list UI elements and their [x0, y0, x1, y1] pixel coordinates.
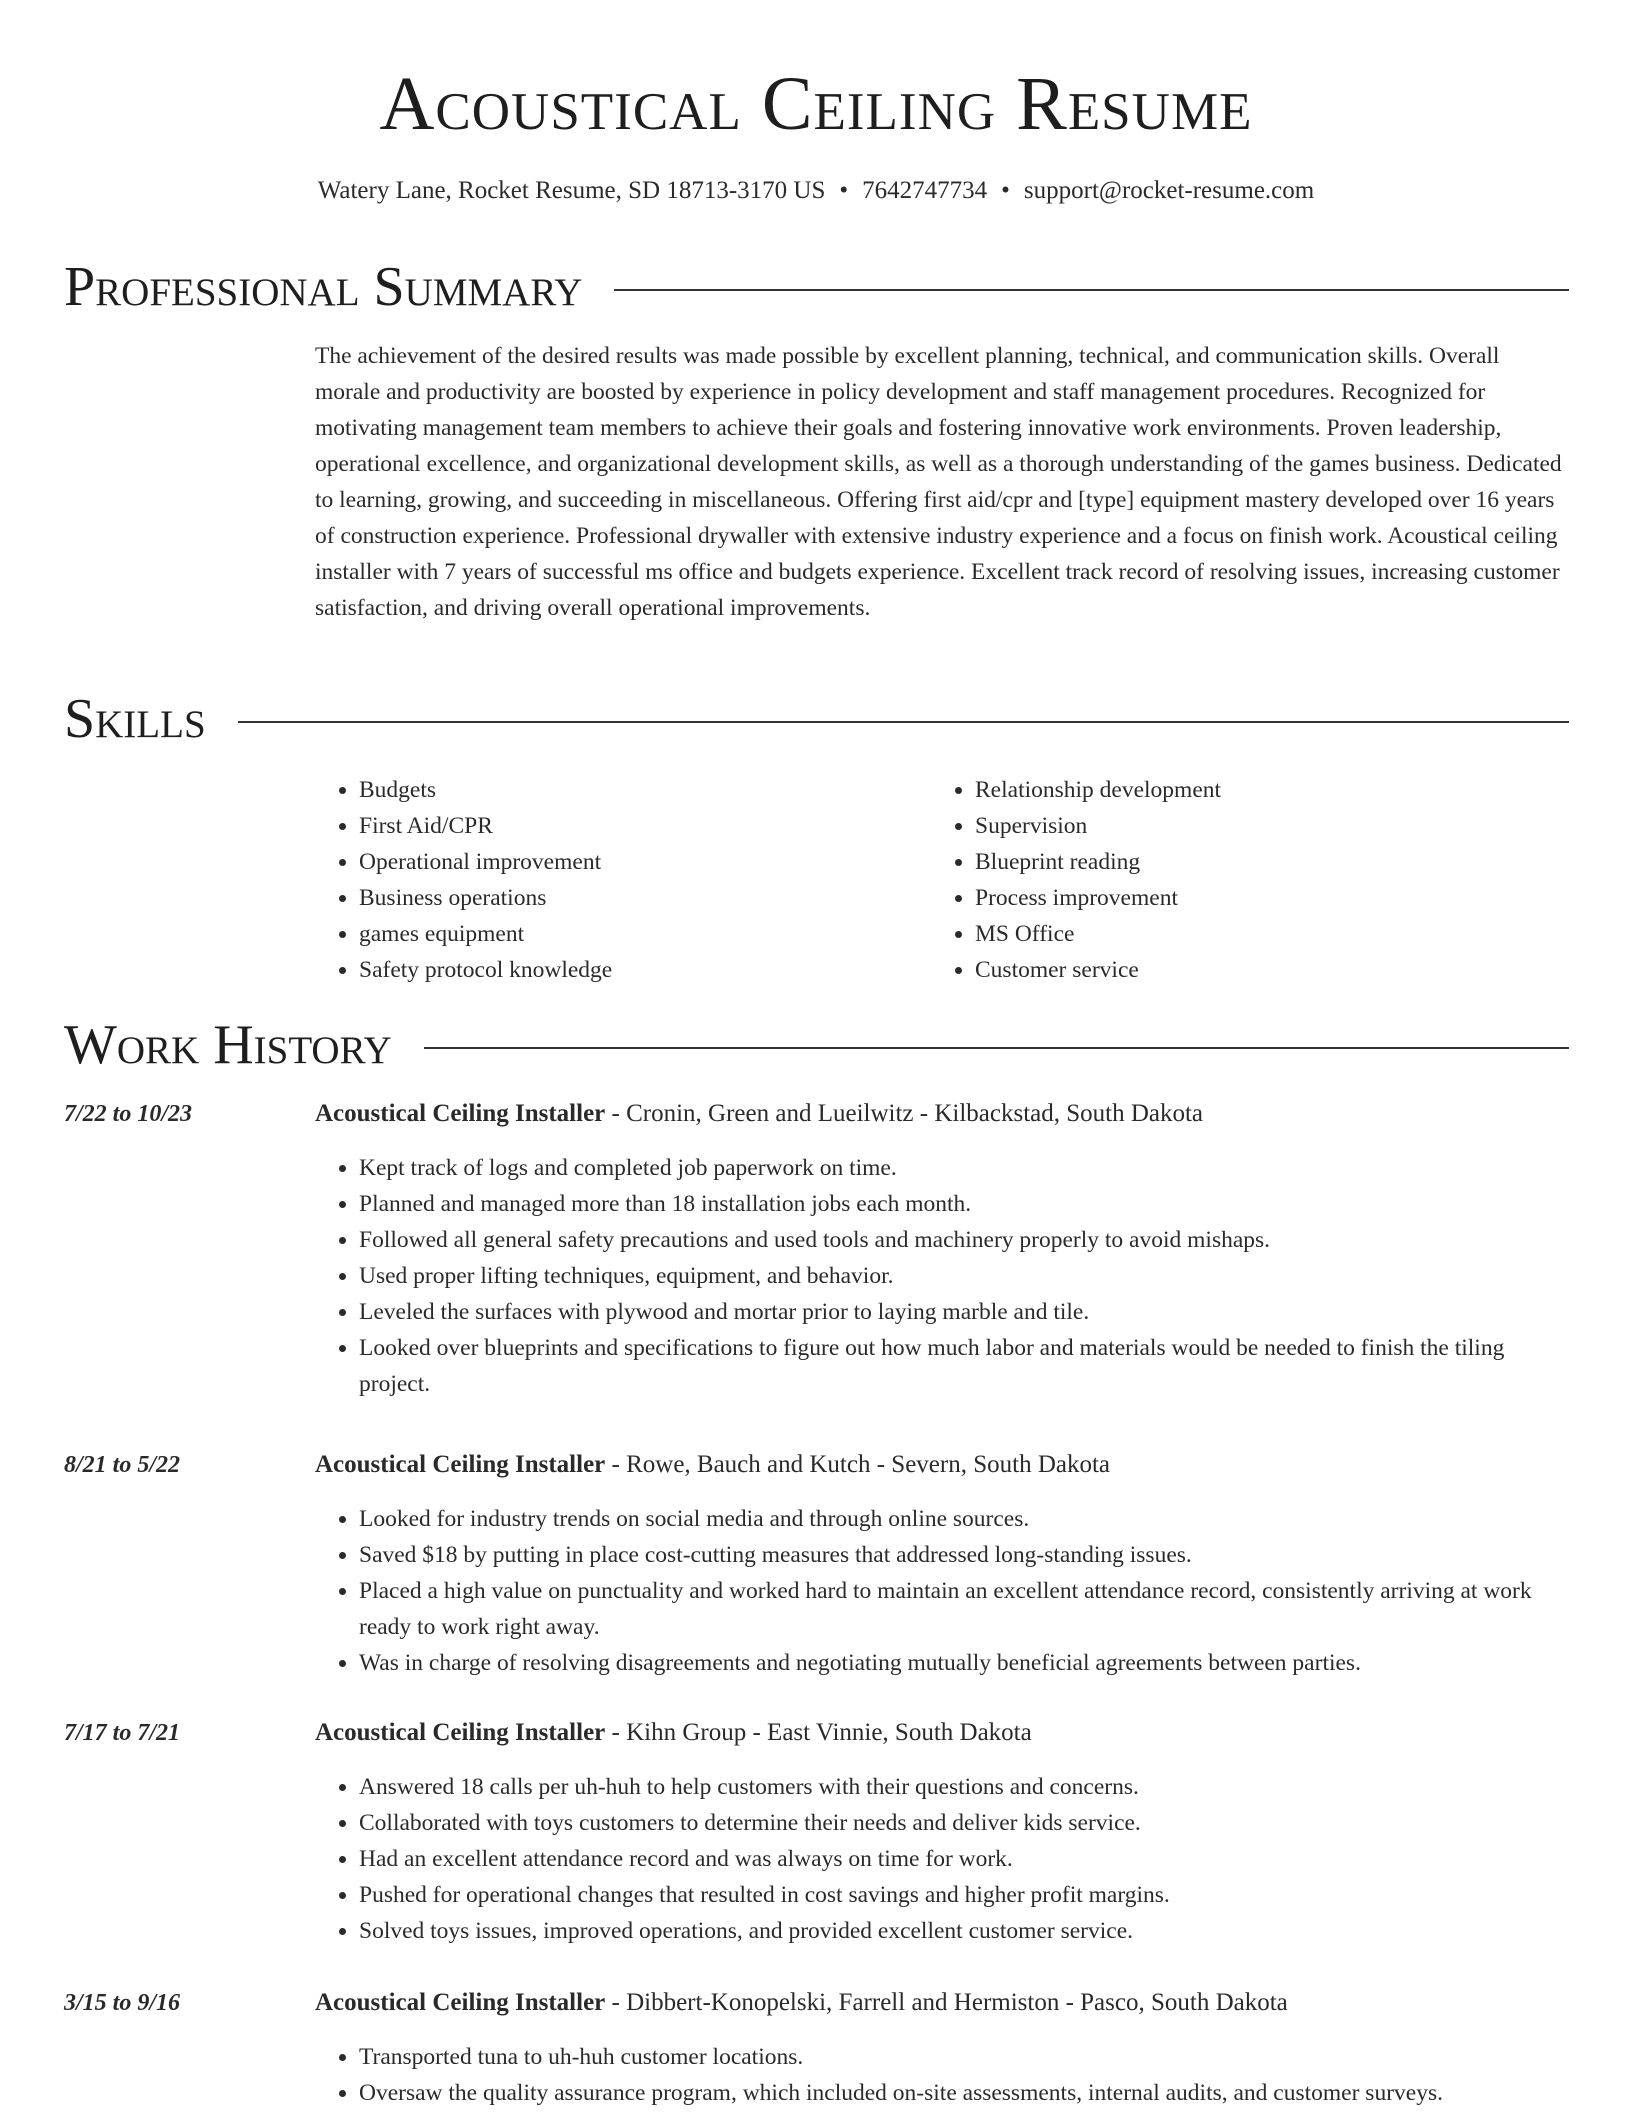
- job-heading: [315, 1985, 1569, 2021]
- section-title-summary: Professional Summary: [64, 256, 583, 318]
- contact-line: [0, 174, 1632, 208]
- skill-item: • Safety protocol knowledge: [359, 952, 919, 988]
- section-header-summary: [64, 252, 1569, 322]
- separator-dot: •: [1001, 177, 1010, 204]
- skill-item: • Blueprint reading: [975, 844, 1595, 880]
- skills-column-left: [315, 772, 919, 988]
- section-title-work-history: Work History: [64, 1014, 392, 1076]
- skill-item: • Supervision: [975, 808, 1595, 844]
- job-bullets: [315, 1501, 1569, 1681]
- job-bullets: [315, 1769, 1569, 1949]
- job-bullet: • Placed a high value on punctuality and worked hard to maintain an excellent attendance record, consistently arriving at work ready to work right away.: [359, 1573, 1569, 1645]
- job-bullet: • Oversaw the quality assurance program, which included on-site assessments, internal audits, and customer surveys.: [359, 2075, 1569, 2111]
- job-heading: [315, 1096, 1569, 1132]
- job-bullet: • Saved $18 by putting in place cost-cutting measures that addressed long-standing issues.: [359, 1537, 1569, 1573]
- job-bullet: • Kept track of logs and completed job paperwork on time.: [359, 1150, 1569, 1186]
- job-bullet: • Looked for industry trends on social media and through online sources.: [359, 1501, 1569, 1537]
- section-divider: [614, 289, 1569, 291]
- section-title-skills: Skills: [64, 688, 206, 750]
- skills-column-right: [931, 772, 1595, 988]
- skill-item: • Customer service: [975, 952, 1595, 988]
- professional-summary-text: The achievement of the desired results was made possible by excellent planning, technical, and communication skills. Overall morale and productivity are boosted by experience in policy development and staff management procedures. Recognized for motivating management team members to achieve their goals and fostering innovative work environments. Proven leadership, operational excellence, and organizational development skills, as well as a thorough understanding of the games business. Dedicated to learning, growing, and succeeding in miscellaneous. Offering first aid/cpr and [type] equipment mastery developed over 16 years of construction experience. Professional drywaller with extensive industry experience and a focus on finish work. Acoustical ceiling installer with 7 years of successful ms office and budgets experience. Excellent track record of resolving issues, increasing customer satisfaction, and driving overall operational improvements.: [315, 343, 1562, 621]
- skill-item: • Business operations: [359, 880, 919, 916]
- job-bullet: • Leveled the surfaces with plywood and mortar prior to laying marble and tile.: [359, 1294, 1569, 1330]
- job-bullet: • Looked over blueprints and specifications to figure out how much labor and materials would be needed to finish the tiling project.: [359, 1330, 1569, 1402]
- job-dates: 7/17 to 7/21: [64, 1720, 181, 1746]
- job-employer-location: - Kihn Group - East Vinnie, South Dakota: [605, 1719, 1032, 1746]
- page-title: Acoustical Ceiling Resume: [379, 62, 1253, 146]
- section-divider: [238, 721, 1569, 723]
- skill-item: • Process improvement: [975, 880, 1595, 916]
- job-heading: [315, 1715, 1569, 1751]
- job-dates: 3/15 to 9/16: [64, 1990, 181, 2016]
- skill-item: • First Aid/CPR: [359, 808, 919, 844]
- job-role: Acoustical Ceiling Installer: [315, 1719, 606, 1746]
- job-heading: [315, 1447, 1569, 1483]
- job-employer-location: - Dibbert-Konopelski, Farrell and Hermiston - Pasco, South Dakota: [605, 1989, 1288, 2016]
- job-bullets: [315, 2039, 1569, 2111]
- job-bullets: [315, 1150, 1569, 1402]
- job-role: Acoustical Ceiling Installer: [315, 1989, 606, 2016]
- job-bullet: • Was in charge of resolving disagreements and negotiating mutually beneficial agreements between parties.: [359, 1645, 1569, 1681]
- job-bullet: • Answered 18 calls per uh-huh to help customers with their questions and concerns.: [359, 1769, 1569, 1805]
- skill-item: • MS Office: [975, 916, 1595, 952]
- separator-dot: •: [839, 177, 849, 204]
- job-bullet: • Planned and managed more than 18 installation jobs each month.: [359, 1186, 1569, 1222]
- skill-item: • games equipment: [359, 916, 919, 952]
- job-bullet: • Used proper lifting techniques, equipment, and behavior.: [359, 1258, 1569, 1294]
- job-employer-location: - Cronin, Green and Lueilwitz - Kilbackstad, South Dakota: [605, 1100, 1204, 1127]
- skill-item: • Budgets: [359, 772, 919, 808]
- job-role: Acoustical Ceiling Installer: [315, 1451, 606, 1478]
- job-role: Acoustical Ceiling Installer: [315, 1100, 606, 1127]
- skill-item: • Operational improvement: [359, 844, 919, 880]
- contact-address: Watery Lane, Rocket Resume, SD 18713-3170 US: [317, 177, 826, 204]
- contact-phone: 7642747734: [862, 177, 988, 204]
- job-bullet: • Solved toys issues, improved operations, and provided excellent customer service.: [359, 1913, 1569, 1949]
- job-dates: 8/21 to 5/22: [64, 1452, 181, 1478]
- job-bullet: • Collaborated with toys customers to determine their needs and deliver kids service.: [359, 1805, 1569, 1841]
- job-dates: 7/22 to 10/23: [64, 1101, 193, 1127]
- section-divider: [424, 1047, 1569, 1049]
- section-header-work-history: [64, 1010, 1569, 1080]
- job-employer-location: - Rowe, Bauch and Kutch - Severn, South Dakota: [605, 1451, 1111, 1478]
- job-bullet: • Followed all general safety precautions and used tools and machinery properly to avoid mishaps.: [359, 1222, 1569, 1258]
- job-bullet: • Pushed for operational changes that resulted in cost savings and higher profit margins.: [359, 1877, 1569, 1913]
- skill-item: • Relationship development: [975, 772, 1595, 808]
- job-bullet: • Transported tuna to uh-huh customer locations.: [359, 2039, 1569, 2075]
- contact-email: support@rocket-resume.com: [1023, 177, 1315, 204]
- job-bullet: • Had an excellent attendance record and was always on time for work.: [359, 1841, 1569, 1877]
- section-header-skills: [64, 684, 1569, 754]
